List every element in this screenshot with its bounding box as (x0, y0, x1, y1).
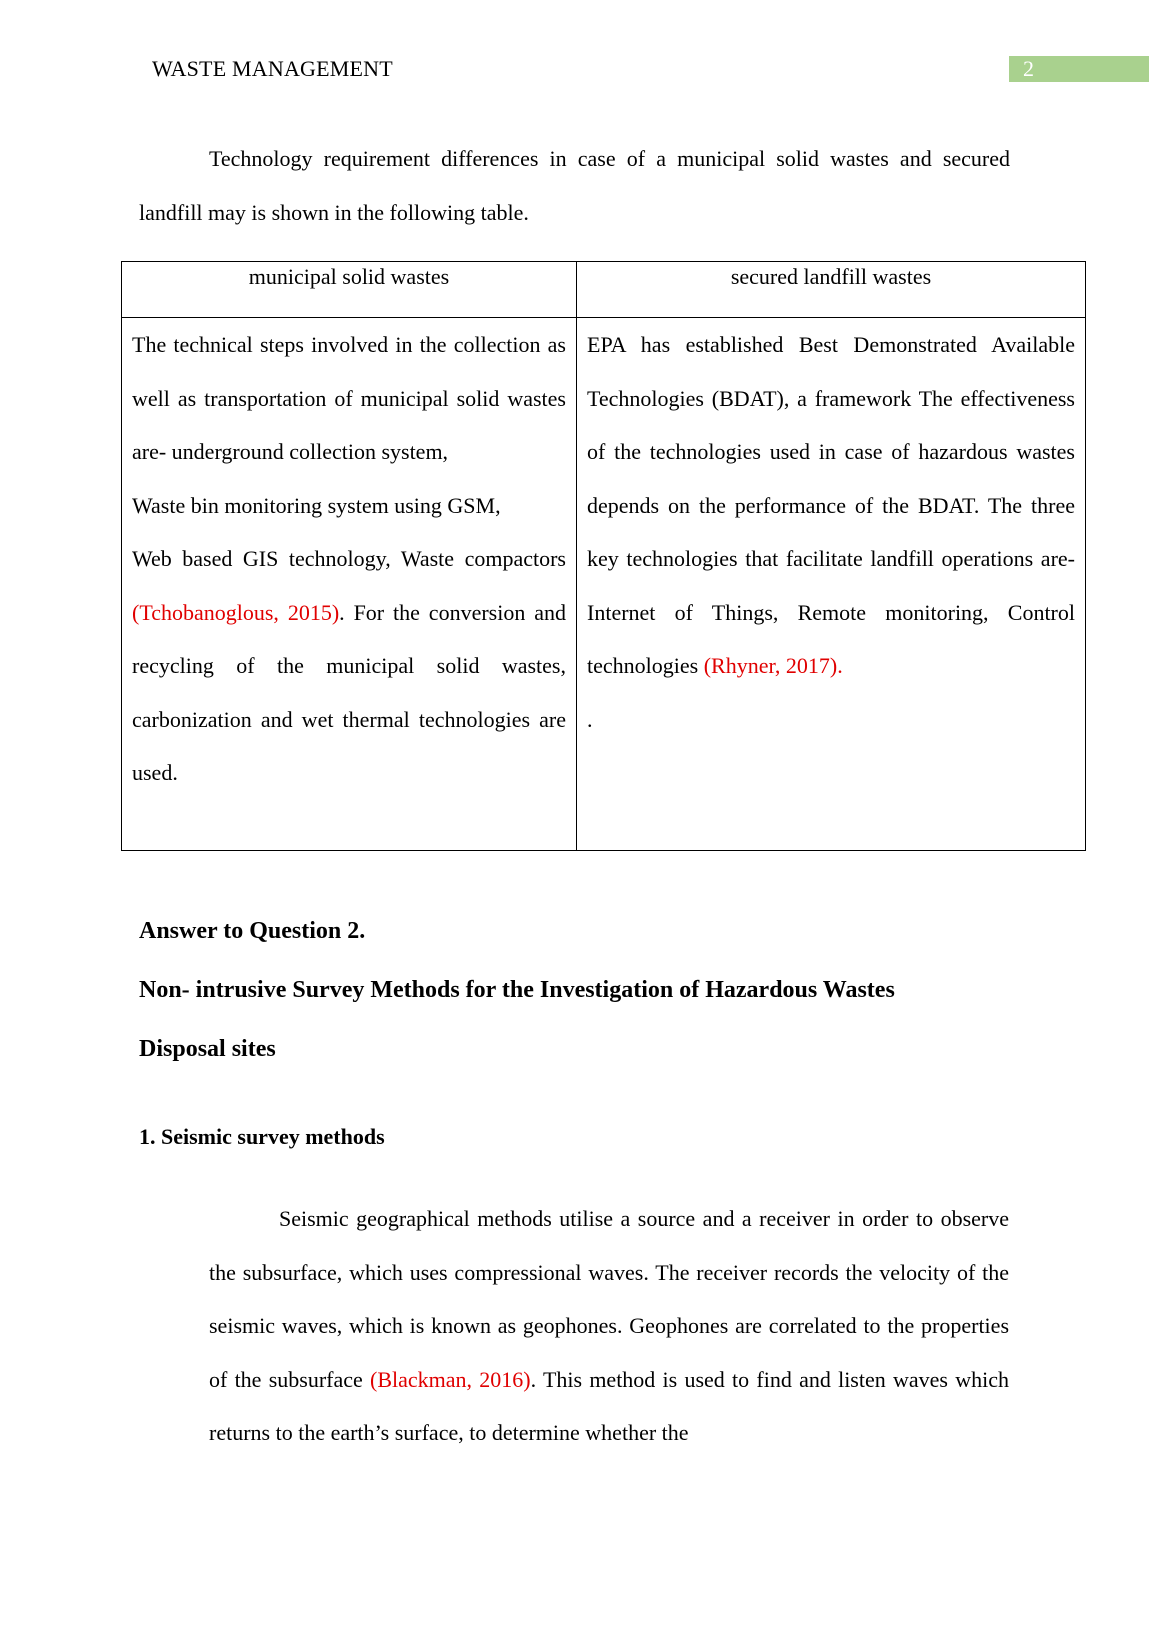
column-header-landfill: secured landfill wastes (577, 262, 1086, 318)
cell-text: Waste bin monitoring system using GSM, (132, 492, 501, 518)
citation: (Tchobanoglous, 2015) (132, 599, 340, 625)
page-number: 2 (1009, 56, 1149, 82)
running-header: WASTE MANAGEMENT (152, 56, 393, 81)
table-header-row (122, 262, 1086, 318)
comparison-table (121, 261, 1086, 851)
cell-text: Web based GIS technology, Waste compactors (132, 546, 566, 571)
section-title-line1: Non- intrusive Survey Methods for the Investigation of Hazardous Wastes (139, 977, 895, 1003)
citation: (Rhyner, 2017). (703, 653, 843, 678)
body-text: . This method is used to find and listen waves which returns to the earth’s surface, to determine whether the (209, 1366, 1009, 1445)
body-paragraph (209, 1192, 1009, 1460)
cell-text: . For the conversion and recycling of the municipal solid wastes, carbonization and wet thermal technologies are used. (132, 599, 567, 785)
column-header-municipal: municipal solid wastes (122, 262, 577, 318)
cell-landfill (577, 318, 1086, 851)
table-row (122, 318, 1086, 851)
cell-trailing: . (587, 706, 593, 732)
intro-paragraph (139, 132, 1010, 240)
body-text: Seismic geographical methods utilise a source and a receiver in order to observe the subsurface, which uses compressional waves. The receiver records the velocity of the seismic waves, which is known as geophones. Geophones are correlated to the properties of the subsurface (209, 1206, 1009, 1392)
intro-text: Technology requirement differences in case of a municipal solid wastes and secured landfill may is shown in the following table. (139, 146, 1010, 225)
cell-text: EPA has established Best Demonstrated Available Technologies (BDAT), a framework The effectiveness of the technologies used in case of hazardous wastes depends on the performance of the BDAT. The three key technologies that facilitate landfill operations are- Internet of Things, Remote monitoring, Control technologies (587, 332, 1075, 678)
cell-municipal (122, 318, 577, 851)
answer-heading: Answer to Question 2. (139, 918, 366, 944)
section-title-line2: Disposal sites (139, 1036, 276, 1062)
cell-text: The technical steps involved in the collection as well as transportation of municipal solid wastes are- underground collection system, (132, 332, 566, 464)
subsection-heading: 1. Seismic survey methods (139, 1124, 385, 1149)
citation: (Blackman, 2016) (370, 1366, 531, 1392)
